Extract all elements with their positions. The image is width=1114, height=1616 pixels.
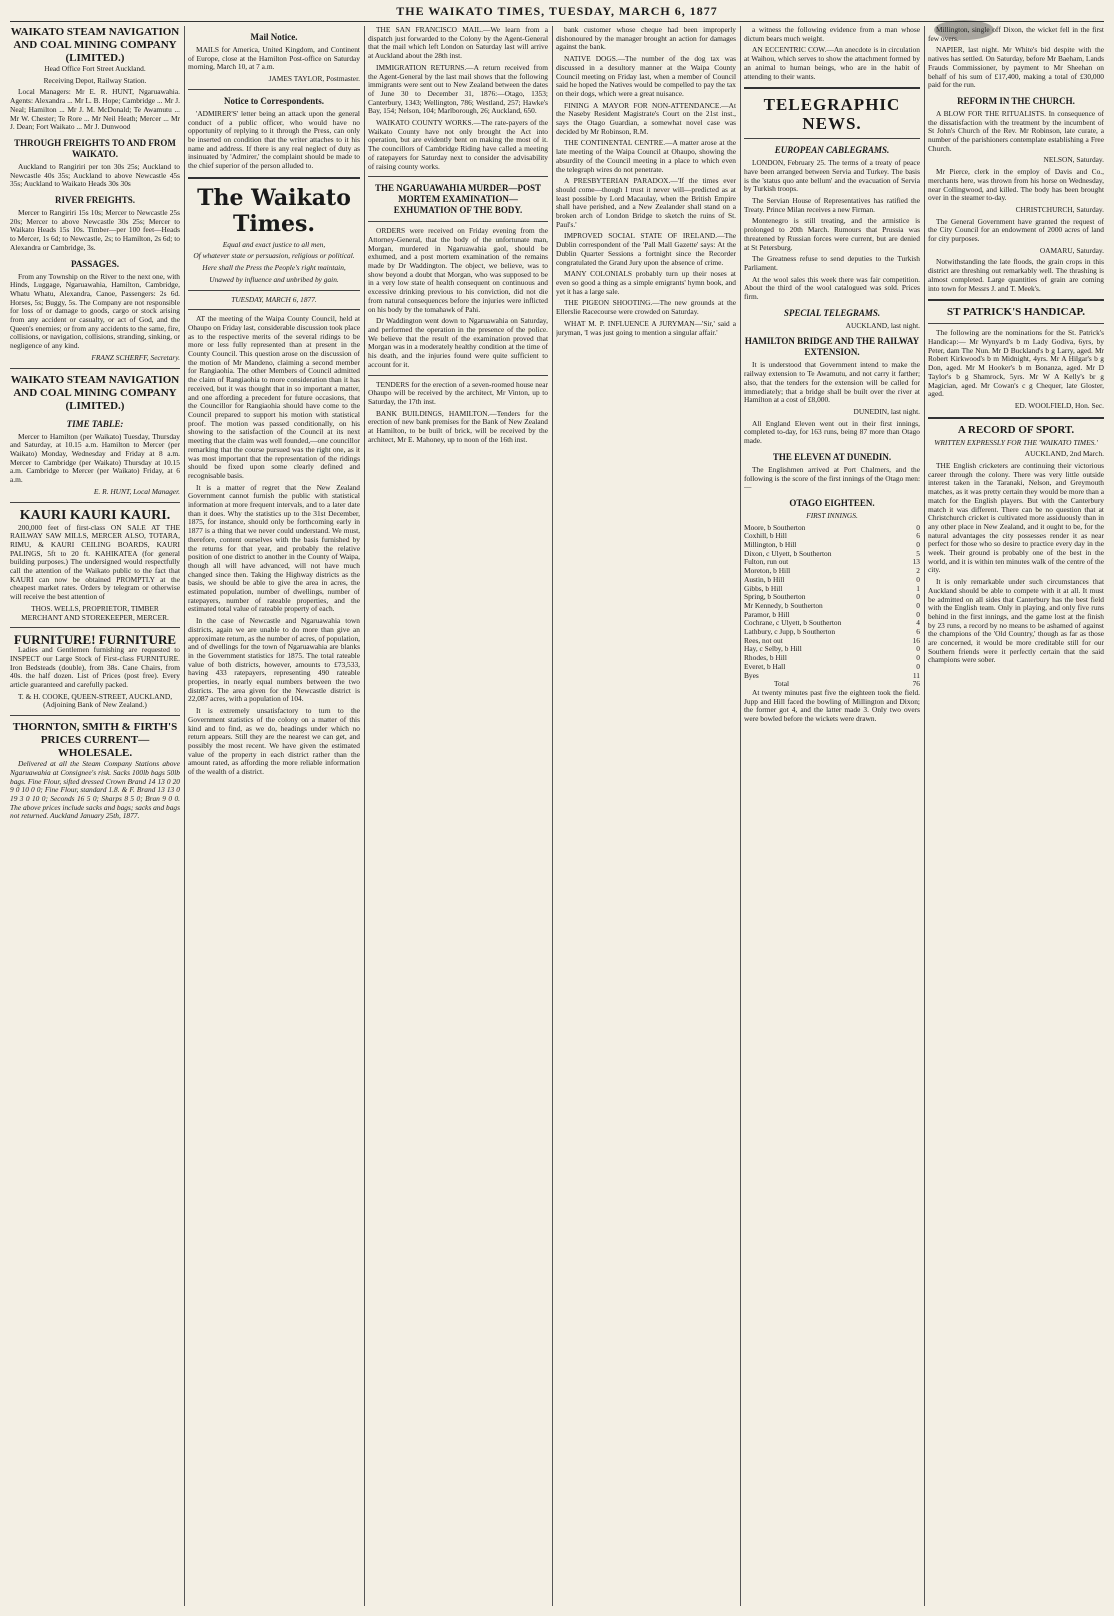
news-paragraph: BANK BUILDINGS, HAMILTON.—Tenders for the erection of new bank premises for the Bank of New Zealand at Hamilton, to be built of brick, will be received by the architect, Mr E. Mahoney, up to noon of the 16th inst. xyxy=(368,408,548,444)
news-paragraph: Millington, single off Dixon, the wicket fell in the first few overs. xyxy=(928,26,1104,43)
divider xyxy=(744,138,920,139)
batsman-runs: 6 xyxy=(916,531,920,541)
batsman-name: Coxhill, b Hill xyxy=(744,531,787,541)
total-value: 76 xyxy=(912,679,920,689)
divider xyxy=(368,176,548,177)
news-paragraph: IMMIGRATION RETURNS.—A return received from the Agent-General by the last mail shows that the following immigrants were sent out to New Zealand between the dates of June 30 to December 31, 1876:—Otago, 1353; Canterbury, 1343; Wellington, 786; Westland, 257; Hawke's Bay, 154; Nelson, 104; Marlborough, 26; Auckland, 650. xyxy=(368,62,548,116)
news-paragraph: A PRESBYTERIAN PARADOX.—'If the times ever should come—though I trust it never will—predicted as at least possible by Lord Macaulay, when the British Empire shall have perished, and a New Zealander shall stand on a broken arch of London Bridge to sketch the ruins of St. Paul's.' xyxy=(556,176,736,229)
st-patrick-heading: ST PATRICK'S HANDICAP. xyxy=(946,306,1086,319)
news-paragraph: WAIKATO COUNTY WORKS.—The rate-payers of the Waikato County have not only brought the Act into operation, but are evidently bent on making the most of it. The councillors of Cambridge Riding have called a meeting of ratepayers for Saturday next to consider the advisability of raising county works. xyxy=(368,118,548,171)
dateline: CHRISTCHURCH, Saturday. xyxy=(1015,204,1104,214)
leader-paragraph: It is a matter of regret that the New Zealand Government cannot furnish the public with statistical information at more frequent intervals, and to a later date than it does. Why the statistics up to the 31st December, 1875, for instance, should only be forthcoming early in 1877 is a thing that we never could understand. We must, therefore, content ourselves with the basis furnished by the returns for that year, and probably the relative position of one district to another in the County of Waipa, though all will have advanced, will not have much changed since then. Taking the Highway districts as the basis, we should be able to give the area in acres, the estimated population, number of dwellings, number of ratepayers, number of rateable properties, and the estimated total value of rateable property of each. xyxy=(188,482,360,614)
murder-heading: THE NGARUAWAHIA MURDER—POST MORTEM EXAMINATION—EXHUMATION OF THE BODY. xyxy=(374,183,542,216)
timetable-heading: TIME TABLE: xyxy=(66,418,124,429)
batsman-name: Millington, b Hill xyxy=(744,540,797,550)
column-3 xyxy=(368,26,548,1606)
column-5 xyxy=(744,26,920,1606)
batsman-name: Moore, b Southerton xyxy=(744,522,806,532)
news-paragraph: Dr Waddington went down to Ngaruawahia on Saturday, and performed the operation in the presence of the police. We believe that the result of the examination proved that Morgan was in a moderately healthy condition at the time of his death, and the injuries found were quite sufficient to account for it. xyxy=(368,316,548,369)
sport-paragraph: THE English cricketers are continuing their victorious career through the colony. There was very little outside interest taken in the Taranaki, Nelson, and Greymouth matches, as it was pretty certain they would be more than a match for the English players. But with the Canterbury match it was different. There can be no question that at Christchurch cricket is cultivated more assiduously than in any other place in New Zealand, and it ought to be, for the natural advantages the city possesses render it as near perfect for those who so desire to practice every day in the week. Their ground is probably one of the best in the world, and it is within ten minutes walk of the centre of the city. xyxy=(928,461,1104,575)
notice-heading: Notice to Correspondents. xyxy=(223,95,325,106)
batsman-runs: 6 xyxy=(916,627,920,637)
reform-heading: REFORM IN THE CHURCH. xyxy=(957,95,1075,106)
dateline: AUCKLAND, last night. xyxy=(845,320,920,330)
ad-steam-nav-title: WAIKATO STEAM NAVIGATION AND COAL MINING COMPANY (LIMITED.) xyxy=(10,26,180,64)
batsman-runs: 11 xyxy=(912,670,920,680)
cable-paragraph: Montenegro is still treating, and the armistice is prolonged to 20th March. Rumours that Prussia was threatened by Russian forces were current, but are denied at St Petersburg. xyxy=(744,216,920,252)
sport-subheading: WRITTEN EXPRESSLY FOR THE 'WAIKATO TIMES.' xyxy=(934,437,1098,447)
batsman-runs: 0 xyxy=(916,653,920,663)
issue-date: TUESDAY, MARCH 6, 1877. xyxy=(231,294,317,304)
batsman-runs: 2 xyxy=(916,566,920,576)
kauri-signature: THOS. WELLS, PROPRIETOR, TIMBER MERCHANT AND STOREKEEPER, MERCER. xyxy=(21,603,169,622)
batsman-name: Rees, not out xyxy=(744,635,783,645)
ad-timetable-title: WAIKATO STEAM NAVIGATION AND COAL MINING COMPANY (LIMITED.) xyxy=(10,373,180,412)
leader-paragraph: AT the meeting of the Waipa County Council, held at Ohaupo on Friday last, considerable discussion took place as to the respective merits of the several ridings to be more or less fully represented than at present in the County Council. This question arose on the discussion of the motion of Mr Mandeno, claiming a second member for Rangiaohia. The other Members of Council admitted the claim of Rangiaohia to more consideration than it has received, but it was thought that in so important a matter, and one affording a precedent for future occasions, that the Councillor for Rangiaohia should have come to the Council prepared to support his motion with statistical proof. The motion was passed conditionally, on his showing to the satisfaction of the Council at its next meeting that the claim was well founded,—one councillor remarking that the course pursued was the right one, as it was most important that the representation of the ridings should be fixed upon some clearly defined and recognisable basis. xyxy=(188,314,360,480)
column-4 xyxy=(556,26,736,1606)
batsman-name: Moreton, b Hill xyxy=(744,566,791,576)
divider xyxy=(188,309,360,310)
ad-depot: Receiving Depot, Railway Station. xyxy=(43,75,147,85)
divider xyxy=(744,87,920,89)
divider xyxy=(928,417,1104,419)
divider xyxy=(10,627,180,628)
news-paragraph: THE PIGEON SHOOTING.—The new grounds at the Ellerslie Racecourse were crowded on Saturday. xyxy=(556,298,736,317)
freights-text: Auckland to Rangiriri per ton 30s 25s; Auckland to Newcastle 40s 35s; Auckland to above Newcastle 45s 35s; Auckland to Waikato Heads 30s 30s xyxy=(10,161,180,189)
batsman-name: Mr Kennedy, b Southerton xyxy=(744,600,823,610)
news-paragraph: Mr Pierce, clerk in the employ of Davis and Co., merchants here, was thrown from his horse on Wednesday, near Collingwood, and killed. The body has been brought over in the steamer to-day. xyxy=(928,167,1104,203)
batsman-name: Lathbury, c Jupp, b Southerton xyxy=(744,627,836,637)
dateline: OAMARU, Saturday. xyxy=(1039,245,1104,255)
batsman-runs: 16 xyxy=(912,635,920,645)
bridge-heading: HAMILTON BRIDGE AND THE RAILWAY EXTENSION. xyxy=(744,336,920,358)
batsman-runs: 13 xyxy=(912,557,920,567)
batsman-name: Byes xyxy=(744,670,759,680)
news-paragraph: NAPIER, last night. Mr White's bid despite with the natives has settled. On Saturday, before Mr Baeham, Lands Frauds Commissioner, by payment to Mr Sheehan on behalf of his sum of £17,400, making a total of £30,000 paid for the run. xyxy=(928,45,1104,90)
river-text: Mercer to Rangiriri 15s 10s; Mercer to Newcastle 25s 20s; Mercer to above Newcastle 30s 25s; Mercer to Waikato Heads 15s 10s. Timber—per 100 feet—Heads to Mercer, 1s 6d; to Newcastle, 2s; to Hamilton, 2s 6d; to Alexandra or Cambridge, 3s. xyxy=(10,208,180,252)
furniture-text: Ladies and Gentlemen furnishing are requested to INSPECT our Large Stock of First-class FURNITURE. Iron Bedsteads (double), from 38s. Cane Chairs, from 40s. the half dozen. List of Prices (post free). Every article guaranteed and carefully packed. xyxy=(10,645,180,690)
batsman-runs: 0 xyxy=(916,644,920,654)
dateline: DUNEDIN, last night. xyxy=(853,406,920,416)
innings-heading: FIRST INNINGS. xyxy=(806,510,858,520)
leader-paragraph: It is extremely unsatisfactory to turn to the Government statistics of the colony on a matter of this kind and to find, as we do, headings under which no return appears. Still they are the nearest we can get, and possibly the most recent. We have given the estimated value of the property in each district rather than the amount rated, as affording the more reliable information of the wealth of a district. xyxy=(188,706,360,777)
column-rule xyxy=(364,26,365,1606)
thornton-text: Delivered at all the Steam Company Stations above Ngaruawahia at Consignee's risk. Sacks 100lb bags 50lb bags. Fine Flour, sifted dressed Crown Brand 14 13 0 20 9 0 10 0 0; Fine Flour, standard 1.8. & F. Brand 13 13 0 19 3 0 10 0; Seconds 16 5 0; Sharps 8 5 0; Bran 9 0 0. The above prices include sacks and bags; sacks and bags not returned. Auckland January 25th, 1877. xyxy=(10,759,180,821)
signature-secretary: FRANZ SCHERFF, Secretary. xyxy=(91,352,180,362)
batsman-name: Fulton, run out xyxy=(744,557,789,567)
batsman-name: Austin, b Hill xyxy=(744,574,785,584)
news-paragraph: IMPROVED SOCIAL STATE OF IRELAND.—The Dublin correspondent of the 'Pall Mall Gazette' says: At the Dublin Quarter Sessions a fortnight since the Recorder congratulated the Grand Jury upon the absence of crime. xyxy=(556,231,736,267)
news-paragraph: ORDERS were received on Friday evening from the Attorney-General, that the body of the unfortunate man, Morgan, murdered in Ngaruawahia gaol, should be exhumed, and a post mortem examination of the remains made by Dr Waddington. The object, we believe, was to show beyond a doubt that Morgan, who was supposed to be in a very low state of health consequent on continuous and excessive drinking previous to his conviction, did not die from natural consequences before the injuries were inflicted on his body by the tomahawk of Pahi. xyxy=(368,226,548,314)
eleven-heading: THE ELEVEN AT DUNEDIN. xyxy=(772,451,892,462)
news-paragraph: TENDERS for the erection of a seven-roomed house near Ohaupo will be received by the architect, Mr Vinton, up to Saturday, the 17th inst. xyxy=(368,379,548,406)
divider xyxy=(368,375,548,376)
batsman-name: Hay, c Selby, b Hill xyxy=(744,644,802,654)
kauri-title: KAURI KAURI KAURI. xyxy=(19,507,171,523)
leader-paragraph: In the case of Newcastle and Ngaruawahia town districts, again we are unable to do more than give an approximate return, as the number of acres, of population, and of dwellings for the town of Ngaruawahia are blanks in the Government statistics for 1875. The total rateable value of both districts, however, amounts to £73,533, having 433 ratepayers, representing 490 rateable properties, in nearly equal numbers between the two districts. The area given for the Newcastle district is 22,087 acres, with a population of 104. xyxy=(188,616,360,704)
special-heading: SPECIAL TELEGRAMS. xyxy=(783,307,881,318)
news-paragraph: NATIVE DOGS.—The number of the dog tax was discussed in a desultory manner at the Waipa County Council meeting on Friday last, when a member of Council said he hoped the Natives would be compelled to pay the tax on their dogs, which were a great nuisance. xyxy=(556,54,736,98)
passages-text: From any Township on the River to the next one, with Hinds, Luggage, Ngaruawahia, Hamilton, Cambridge, Whatu Whatu, Alexandra, Canoe, Passengers: 2s 6d. Horses, 5s; Buggy, 5s. The Company are not responsible for loss of or damage to goods, cargo or stock arising from any accident or casualty, or act of God, and the Queen's enemies; or from any accidents to the same, fire, collisions, or navigation, collisions, stranding, sinking, or negligence of any kind. xyxy=(10,271,180,351)
news-paragraph: The General Government have granted the request of the City Council for an endowment of 2000 acres of land for city purposes. xyxy=(928,216,1104,244)
dateline: AUCKLAND, 2nd March. xyxy=(1024,449,1104,459)
divider xyxy=(928,323,1104,324)
cable-paragraph: The Servian House of Representatives has ratified the Treaty. Prince Milan receives a new Firman. xyxy=(744,196,920,214)
notice-text: 'ADMIRER'S' letter being an attack upon the general conduct of a public officer, who would have no opportunity of replying to it through the Press, can only be inserted on condition that the writer attaches to it his name and address. If there is any real neglect of duty as insinuated by 'Admirer,' the complaint should be made to the chief superior of the person alluded to. xyxy=(188,108,360,171)
divider xyxy=(928,299,1104,301)
divider xyxy=(188,290,360,291)
score-row xyxy=(744,672,920,681)
telegraphic-title: TELEGRAPHIC NEWS. xyxy=(763,95,901,134)
signature-manager: E. R. HUNT, Local Manager. xyxy=(93,486,180,496)
batsman-name: Paramor, b Hill xyxy=(744,609,790,619)
divider xyxy=(188,177,360,179)
news-paragraph: MANY COLONIALS probably turn up their noses at even so good a thing as a simple emigrants' hymn book, and yet it has a large sale. xyxy=(556,269,736,296)
news-paragraph: bank customer whose cheque had been improperly dishonoured by the manager brought an action for damages against the bank. xyxy=(556,26,736,52)
telegram-paragraph: All England Eleven went out in their first innings, completed to-day, for 163 runs, being 87 more than Otago made. xyxy=(744,418,920,446)
batsman-runs: 0 xyxy=(916,600,920,610)
freights-heading: THROUGH FREIGHTS TO AND FROM WAIKATO. xyxy=(14,137,176,159)
nominations-text: The following are the nominations for the St. Patrick's Handicap:— Mr Wynyard's b m Lady Godiva, 6yrs, by Peter, dam The Nun. Mr D Buckland's b g Larry, aged. Mr Robert Kirkwood's b m Midnight, 4yrs. Mr A Hilgar's b g Don, aged. Mr M Hooker's b m Bonanza, aged. Mr D Taylor's b g Shamrock, 5yrs. Mr W A Kelly's br g Magician, aged. Mr Cowan's c g Chequer, late Gloster, aged. xyxy=(928,328,1104,399)
news-paragraph: Notwithstanding the late floods, the grain crops in this district are threshing out remarkably well. The thrashing is almost completed. Large quantities of grain are coming into town for Messrs J. and T. Meek's. xyxy=(928,257,1104,293)
passages-heading: PASSAGES. xyxy=(70,258,120,269)
batsman-runs: 0 xyxy=(916,522,920,532)
cable-paragraph: At the wool sales this week there was fair competition. About the third of the wool catalogued was sold. Prices firm. xyxy=(744,274,920,302)
column-2 xyxy=(188,26,360,1606)
score-row xyxy=(744,663,920,672)
ad-office: Head Office Fort Street Auckland. xyxy=(44,64,146,73)
divider xyxy=(368,221,548,222)
sport-paragraph: It is only remarkable under such circumstances that Auckland should be able to compete with it at all. It must be admitted on all sides that Canterbury has the best field with the English team. Only in playing, and only five runs behind in the first innings, and the game lost at the finish by 23 runs, a record by no means to be ashamed of against the champions of the 'Old Country,' though as far as those are concerned, it would be more creditable still for our Southern friends were it perfectly certain that the said champions were sober. xyxy=(928,577,1104,665)
column-rule xyxy=(740,26,741,1606)
divider xyxy=(10,715,180,716)
batsman-runs: 1 xyxy=(916,583,920,593)
paper-title: The Waikato Times. xyxy=(197,184,351,237)
batsman-runs: 5 xyxy=(916,548,920,558)
news-paragraph: A BLOW FOR THE RITUALISTS. In consequence of the dissatisfaction with the treatment by the incumbent of St John's Church of the Rev. Mr Robinson, late curate, a number of the parishioners contemplate establishing a Free Church. xyxy=(928,108,1104,153)
mail-text: MAILS for America, United Kingdom, and Continent of Europe, close at the Hamilton Post-office on Saturday morning, March 10, at 7 a.m. xyxy=(188,45,360,72)
divider xyxy=(10,368,180,369)
batsman-name: Gibbs, b Hill xyxy=(744,583,783,593)
batsman-runs: 0 xyxy=(916,592,920,602)
batsman-name: Rhodes, b Hill xyxy=(744,653,787,663)
batsman-runs: 4 xyxy=(916,618,920,628)
telegram-paragraph: The Englishmen arrived at Port Chalmers, and the following is the score of the first innings of the Otago men:— xyxy=(744,464,920,492)
masthead: THE WAIKATO TIMES, TUESDAY, MARCH 6, 1877 xyxy=(396,4,718,18)
telegram-paragraph: It is understood that Government intend to make the railway extension to Te Awamutu, and not carry it farther; also, that the tenders for the extension will be called for immediately; that a bridge shall be built over the river at Hamilton at a cost of £8,000. xyxy=(744,360,920,405)
news-paragraph: THE SAN FRANCISCO MAIL.—We learn from a dispatch just forwarded to the Colony by the Agent-General that the mail which left London on Saturday last will arrive at Auckland about the 28th inst. xyxy=(368,26,548,61)
cable-paragraph: The Greatness refuse to send deputies to the Turkish Parliament. xyxy=(744,254,920,272)
news-paragraph: AN ECCENTRIC COW.—An anecdote is in circulation at Waihou, which serves to show the attachment formed by an animal to human beings, who are in the habit of attending to their wants. xyxy=(744,45,920,81)
batsman-name: Spring, b Southerton xyxy=(744,592,806,602)
news-paragraph: FINING A MAYOR FOR NON-ATTENDANCE.—At the Naseby Resident Magistrate's Court on the 21st inst., says the Otago Guardian, a somewhat novel case was decided by Mr Robinson, R.M. xyxy=(556,100,736,136)
sport-heading: A RECORD OF SPORT. xyxy=(957,423,1075,436)
news-paragraph: THE CONTINENTAL CENTRE.—A matter arose at the late meeting of the Waipa Council at Ohaupo, showing the absurdity of the Council meeting in a place to which even the telegraph wires do not penetrate. xyxy=(556,138,736,174)
column-6 xyxy=(928,26,1104,1606)
thornton-title: THORNTON, SMITH & FIRTH'S PRICES CURRENT—WHOLESALE. xyxy=(12,721,178,760)
ad-agents: Local Managers: Mr E. R. HUNT, Ngaruawahia. Agents: Alexandra ... Mr L. B. Hope; Cambridge ... Mr J. Neal; Hamilton ... Mr J. M. McDonald; Te Awamutu ... Mr W. Chester; Te Rore ... Mr Neil Heath; Mercer ... Mr J. Dean; Fort Waikato ... Mr J. Dunwood xyxy=(10,87,180,132)
column-rule xyxy=(924,26,925,1606)
otago-heading: OTAGO EIGHTEEN. xyxy=(789,497,875,508)
news-paragraph: WHAT M. P. INFLUENCE A JURYMAN—'Sir,' said a juryman, 'I was just going to mention a singular affair.' xyxy=(556,318,736,337)
column-rule xyxy=(552,26,553,1606)
european-heading: EUROPEAN CABLEGRAMS. xyxy=(774,145,890,156)
total-label: Total xyxy=(774,679,790,689)
motto-line: Here shall the Press the People's right maintain, xyxy=(202,263,346,273)
masthead-rule xyxy=(10,21,1104,22)
motto-line: Unawed by influence and unbribed by gain. xyxy=(209,274,339,284)
cable-paragraph: LONDON, February 25. The terms of a treaty of peace have been arranged between Servia and Turkey. The basis is the 'status quo ante bellum' and the evacuation of Servia by Turkish troops. xyxy=(744,158,920,194)
mail-heading: Mail Notice. xyxy=(250,32,298,42)
divider xyxy=(188,89,360,90)
column-1 xyxy=(10,26,180,1606)
furniture-signature: T. & H. COOKE, QUEEN-STREET, AUCKLAND, (Adjoining Bank of New Zealand.) xyxy=(17,691,173,710)
timetable-text: Mercer to Hamilton (per Waikato) Tuesday, Thursday and Saturday, at 10.15 a.m. Hamilton to Mercer (per Waikato) Monday, Wednesday and Friday at 8 a.m. Mercer to Cambridge (per Waikato) Thursday at 10.15 a.m. Cambridge to Mercer (per Waikato) Friday, at 6 a.m. xyxy=(10,431,180,485)
secretary-signature: ED. WOOLFIELD, Hon. Sec. xyxy=(1014,400,1104,410)
motto-line: Of whatever state or persuasion, religious or political. xyxy=(193,251,355,261)
mail-signature: JAMES TAYLOR, Postmaster. xyxy=(268,74,360,84)
batsman-name: Cochrane, c Ulyett, b Southerton xyxy=(744,618,842,628)
telegram-paragraph: At twenty minutes past five the eighteen took the field. Jupp and Hill faced the bowling of Millington and Dixon; the former got 4, and the latter made 3. Only two overs were bowled before the wickets were drawn. xyxy=(744,687,920,724)
batsman-name: Dixon, c Ulyett, b Southerton xyxy=(744,548,832,558)
scoreboard-table xyxy=(744,524,920,681)
river-heading: RIVER FREIGHTS. xyxy=(54,195,135,206)
motto-line: Equal and exact justice to all men, xyxy=(222,239,326,249)
news-paragraph: a witness the following evidence from a man whose dictum bears much weight. xyxy=(744,26,920,43)
batsman-runs: 0 xyxy=(916,574,920,584)
batsman-runs: 0 xyxy=(916,609,920,619)
column-rule xyxy=(184,26,185,1606)
batsman-runs: 0 xyxy=(916,540,920,550)
divider xyxy=(10,502,180,503)
batsman-name: Everet, b Hall xyxy=(744,661,786,671)
furniture-title: FURNITURE! FURNITURE xyxy=(13,632,177,648)
dateline: NELSON, Saturday. xyxy=(1043,155,1104,165)
kauri-text: 200,000 feet of first-class ON SALE AT THE RAILWAY SAW MILLS, MERCER ALSO, TOTARA, RIMU, & KAURI CEILING BOARDS, KAURI PALINGS, 5ft to 20 ft. KAHIKATEA (for general building purposes.) The undersigned would respectfully call the attention of the Waikato public to the fact that KAURI can now be obtained PROMPTLY at the cheapest market rates. Orders by telegram or otherwise will receive the best attention of xyxy=(10,522,180,602)
batsman-runs: 0 xyxy=(916,661,920,671)
